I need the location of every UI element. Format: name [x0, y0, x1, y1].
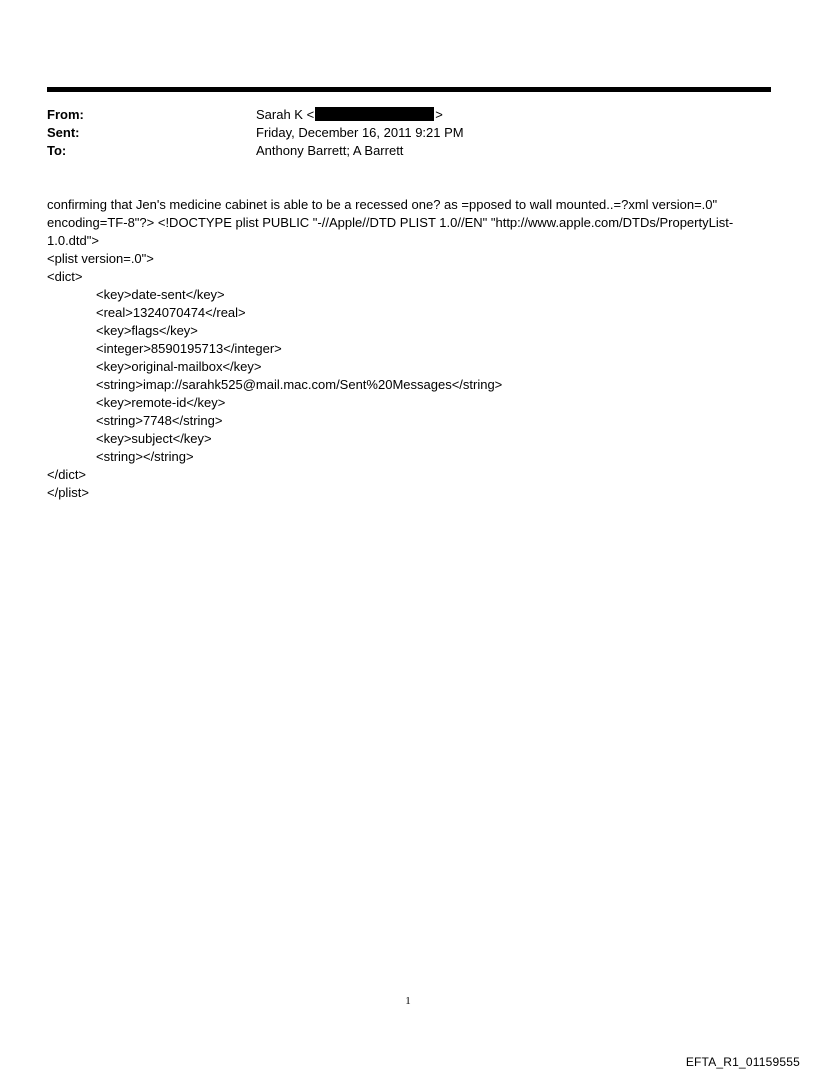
header-divider — [47, 87, 771, 92]
plist-line: <real>1324070474</real> — [96, 305, 246, 320]
plist-line: </plist> — [47, 485, 89, 500]
sent-row — [47, 124, 771, 142]
from-label: From: — [47, 107, 84, 122]
from-suffix: > — [435, 107, 443, 122]
page-number: 1 — [405, 995, 411, 1007]
to-value: Anthony Barrett; A Barrett — [256, 143, 404, 158]
plist-line: <key>original-mailbox</key> — [96, 359, 262, 374]
plist-line: <key>flags</key> — [96, 323, 198, 338]
plist-line: </dict> — [47, 467, 87, 482]
from-value — [256, 106, 443, 124]
plist-line: <dict> — [47, 269, 83, 284]
from-row — [47, 106, 771, 124]
message-paragraph: confirming that Jen's medicine cabinet is able to be a recessed one? as =pposed to wall mounted..=?xml version=.0" encoding=TF-8"?> <!DOCTYPE plist PUBLIC "-//Apple//DTD PLIST 1.0//EN" "http://www.apple.com/DTDs/PropertyList-1.0.dtd"> — [47, 197, 734, 248]
message-body — [47, 196, 772, 502]
redaction-box — [315, 107, 434, 121]
plist-line: <key>date-sent</key> — [96, 287, 225, 302]
plist-line: <string></string> — [96, 449, 194, 464]
plist-line: <key>subject</key> — [96, 431, 212, 446]
to-label: To: — [47, 143, 67, 158]
plist-line: <integer>8590195713</integer> — [96, 341, 282, 356]
plist-line: <string>imap://sarahk525@mail.mac.com/Sent%20Messages</string> — [96, 377, 503, 392]
plist-line: <string>7748</string> — [96, 413, 223, 428]
sent-label: Sent: — [47, 125, 80, 140]
bates-number: EFTA_R1_01159555 — [685, 1055, 800, 1069]
sent-value: Friday, December 16, 2011 9:21 PM — [256, 125, 464, 140]
plist-line: <plist version=.0"> — [47, 251, 154, 266]
from-name: Sarah K < — [256, 107, 315, 122]
to-row — [47, 142, 771, 160]
plist-line: <key>remote-id</key> — [96, 395, 226, 410]
